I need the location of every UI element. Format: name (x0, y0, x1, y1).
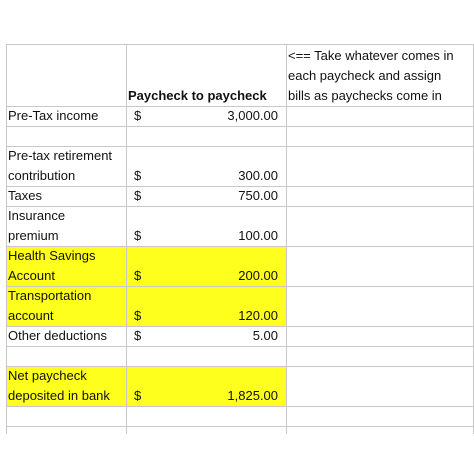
gridline (6, 406, 474, 407)
gridline (6, 346, 474, 347)
row-value: 750.00 (238, 188, 278, 203)
header-note-line-3: bills as paychecks come in (288, 88, 442, 103)
row-label-line-2: contribution (8, 168, 76, 183)
row-value: 3,000.00 (227, 108, 278, 123)
currency-symbol: $ (134, 228, 142, 243)
row-label: Net paycheck (8, 368, 87, 383)
row-label-line-2: premium (8, 228, 59, 243)
row-label: Insurance (8, 208, 66, 223)
gridline (126, 44, 127, 434)
gridline (6, 44, 7, 434)
currency-symbol: $ (134, 328, 142, 343)
column-header: Paycheck to paycheck (128, 88, 267, 103)
currency-symbol: $ (134, 388, 142, 403)
row-label-line-2: Account (8, 268, 55, 283)
gridline (6, 426, 474, 427)
row-label: Pre-tax retirement (8, 148, 113, 163)
row-label: Other deductions (8, 328, 108, 343)
header-note-line-2: each paycheck and assign (288, 68, 442, 83)
row-value: 5.00 (252, 328, 278, 343)
row-label-line-2: deposited in bank (8, 388, 110, 403)
gridline (6, 126, 474, 127)
currency-symbol: $ (134, 268, 142, 283)
row-label: Health Savings (8, 248, 96, 263)
row-label: Pre-Tax income (8, 108, 99, 123)
currency-symbol: $ (134, 168, 142, 183)
currency-symbol: $ (134, 108, 142, 123)
row-value: 100.00 (238, 228, 278, 243)
gridline (6, 44, 474, 45)
currency-symbol: $ (134, 308, 142, 323)
header-note-line-1: <== Take whatever comes in (288, 48, 454, 63)
gridline (286, 44, 287, 434)
row-value: 200.00 (238, 268, 278, 283)
row-label: Transportation (8, 288, 92, 303)
row-label: Taxes (8, 188, 42, 203)
row-label-line-2: account (8, 308, 54, 323)
gridline (6, 206, 474, 207)
row-value: 120.00 (238, 308, 278, 323)
row-value: 1,825.00 (227, 388, 278, 403)
row-value: 300.00 (238, 168, 278, 183)
currency-symbol: $ (134, 188, 142, 203)
